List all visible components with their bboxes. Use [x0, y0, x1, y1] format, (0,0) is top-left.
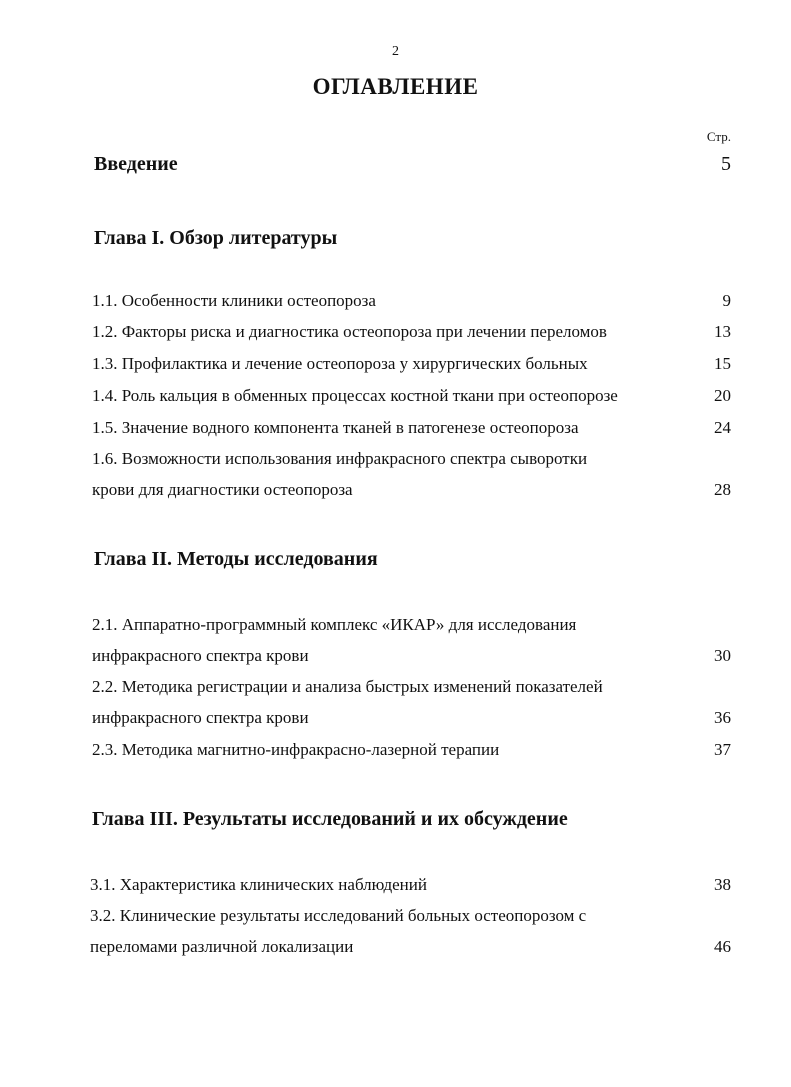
page-column-header: Стр. [706, 129, 731, 144]
toc-entry-continuation[interactable]: переломами различной локализации [90, 937, 354, 956]
toc-entry[interactable]: 2.1. Аппаратно-программный комплекс «ИКАР» для исследования [92, 615, 577, 634]
toc-entry-page: 15 [714, 354, 731, 373]
toc-entry[interactable]: 1.3. Профилактика и лечение остеопороза у хирургических больных [92, 354, 588, 373]
page-number: 2 [392, 44, 399, 59]
toc-entry[interactable]: 1.6. Возможности использования инфракрасного спектра сыворотки [92, 449, 588, 468]
toc-entry[interactable]: 1.4. Роль кальция в обменных процессах костной ткани при остеопорозе [92, 386, 618, 405]
toc-entry-page: 30 [714, 646, 731, 665]
intro-heading[interactable]: Введение [94, 153, 178, 175]
intro-page: 5 [721, 153, 731, 175]
toc-entry[interactable]: 3.2. Клинические результаты исследований больных остеопорозом с [90, 906, 587, 925]
toc-entry-page: 24 [714, 418, 731, 437]
toc-entry-page: 37 [714, 740, 731, 759]
toc-entry-page: 9 [722, 291, 731, 310]
page-title: ОГЛАВЛЕНИЕ [312, 74, 479, 99]
chapter-heading[interactable]: Глава I. Обзор литературы [94, 227, 338, 249]
toc-entry[interactable]: 1.1. Особенности клиники остеопороза [92, 291, 376, 310]
toc-entry-page: 38 [714, 875, 731, 894]
toc-entry[interactable]: 1.2. Факторы риска и диагностика остеопороза при лечении переломов [92, 322, 607, 341]
toc-entry-continuation[interactable]: инфракрасного спектра крови [92, 708, 309, 727]
chapter-heading[interactable]: Глава II. Методы исследования [94, 548, 378, 570]
toc-entry[interactable]: 3.1. Характеристика клинических наблюдений [90, 875, 427, 894]
toc-entry[interactable]: 2.2. Методика регистрации и анализа быстрых изменений показателей [92, 677, 603, 696]
toc-entry-continuation[interactable]: крови для диагностики остеопороза [92, 480, 353, 499]
toc-entry-page: 46 [714, 937, 731, 956]
toc-entry[interactable]: 2.3. Методика магнитно-инфракрасно-лазерной терапии [92, 740, 500, 759]
toc-entry-page: 13 [714, 322, 731, 341]
toc-entry-continuation[interactable]: инфракрасного спектра крови [92, 646, 309, 665]
toc-entry-page: 28 [714, 480, 731, 499]
toc-entry[interactable]: 1.5. Значение водного компонента тканей в патогенезе остеопороза [92, 418, 579, 437]
toc-entry-page: 20 [714, 386, 731, 405]
chapter-heading[interactable]: Глава III. Результаты исследований и их обсуждение [92, 808, 568, 830]
toc-entry-page: 36 [714, 708, 731, 727]
